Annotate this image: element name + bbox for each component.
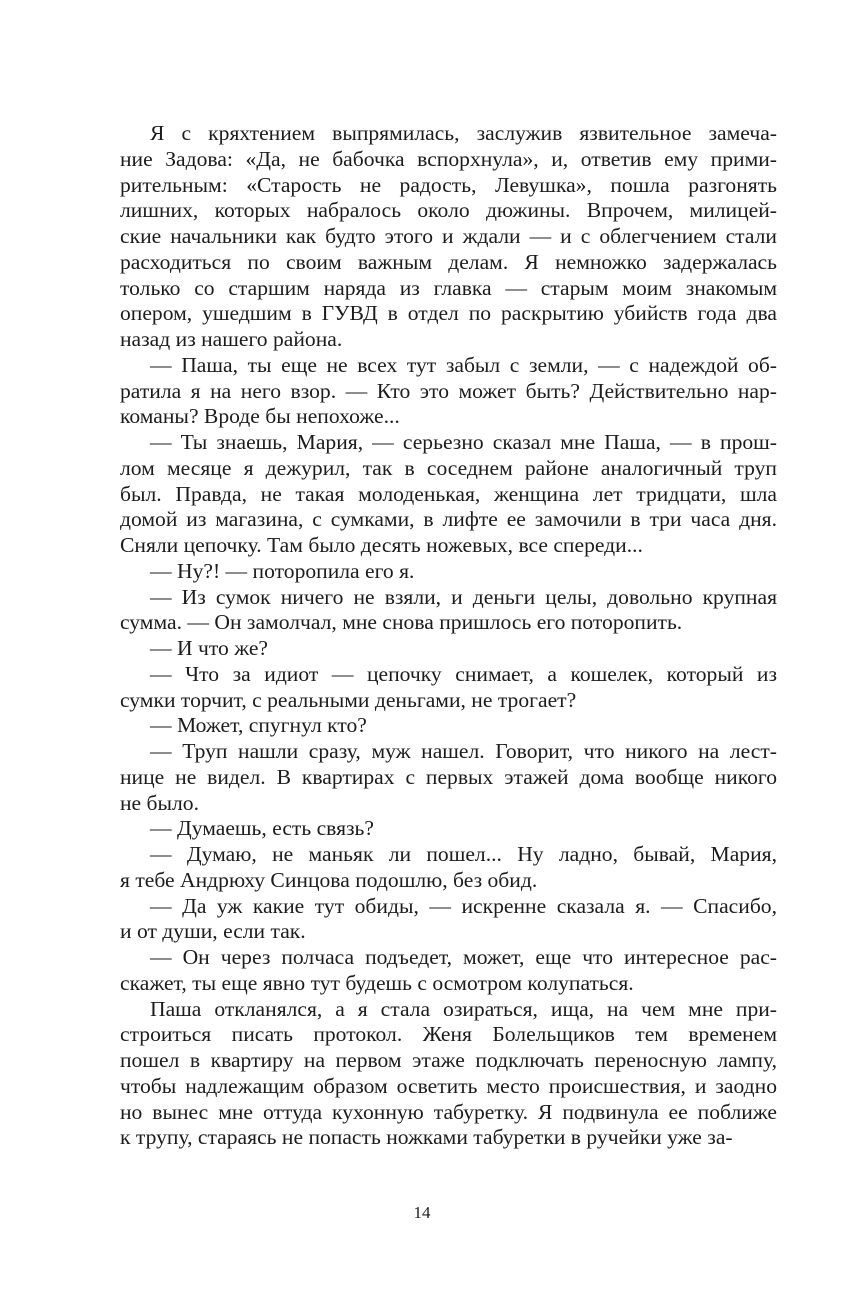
text-line: лом месяце я дежурил, так в соседнем районе аналогичный труп bbox=[120, 455, 777, 480]
text-line: — Труп нашли сразу, муж нашел. Говорит, что никого на лест- bbox=[150, 739, 777, 763]
text-line: Я с кряхтением выпрямилась, заслужив язвительное замеча- bbox=[150, 121, 777, 145]
text-line: чтобы надлежащим образом осветить место происшествия, и заодно bbox=[120, 1073, 777, 1098]
text-line: — Может, спугнул кто? bbox=[150, 713, 367, 738]
text-line: ние Задова: «Да, не бабочка вспорхнула», и, ответив ему прими- bbox=[120, 146, 777, 171]
text-line: но вынес мне оттуда кухонную табуретку. Я подвинула ее поближе bbox=[120, 1099, 777, 1124]
paragraph bbox=[120, 713, 777, 739]
text-line: назад из нашего района. bbox=[120, 327, 343, 351]
paragraph bbox=[120, 894, 777, 946]
paragraph bbox=[120, 842, 777, 894]
text-line: ратила я на него взор. — Кто это может быть? Действительно нар- bbox=[120, 378, 777, 403]
paragraph bbox=[120, 662, 777, 714]
paragraph bbox=[120, 121, 777, 353]
text-line: команы? Вроде бы непохоже... bbox=[120, 404, 400, 429]
text-line: опером, ушедшим в ГУВД в отдел по раскрытию убийств года два bbox=[120, 301, 777, 326]
text-line: — И что же? bbox=[150, 636, 268, 660]
text-line: Сняли цепочку. Там было десять ножевых, все спереди... bbox=[120, 533, 643, 557]
page-number: 14 bbox=[413, 1203, 431, 1222]
text-line: пошел в квартиру на первом этаже подключать переносную лампу, bbox=[120, 1048, 777, 1072]
text-line: — Что за идиот — цепочку снимает, а кошелек, который из bbox=[150, 661, 777, 686]
paragraph bbox=[120, 816, 777, 842]
text-line: строиться писать протокол. Женя Болельщиков тем временем bbox=[120, 1022, 777, 1047]
text-line: и от души, если так. bbox=[120, 919, 306, 944]
text-line: ские начальники как будто этого и ждали — и с облегчением стали bbox=[120, 224, 777, 248]
text-line: к трупу, стараясь не попасть ножками табуретки в ручейки уже за- bbox=[120, 1125, 733, 1150]
text-line: я тебе Андрюху Синцова подошлю, без обид. bbox=[120, 867, 538, 892]
text-line: — Он через полчаса подъедет, может, еще что интересное рас- bbox=[150, 945, 777, 969]
text-line: Паша откланялся, а я стала озираться, ища, на чем мне при- bbox=[150, 996, 777, 1021]
text-line: домой из магазина, с сумками, в лифте ее замочили в три часа дня. bbox=[120, 507, 777, 532]
paragraph bbox=[120, 945, 777, 997]
paragraph bbox=[120, 559, 777, 585]
text-line: рительным: «Старость не радость, Левушка», пошла разгонять bbox=[120, 172, 777, 197]
text-line: — Из сумок ничего не взяли, и деньги целы, довольно крупная bbox=[150, 584, 777, 609]
text-line: — Ну?! — поторопила его я. bbox=[150, 558, 415, 583]
text-line: — Думаю, не маньяк ли пошел... Ну ладно, бывай, Мария, bbox=[150, 842, 777, 866]
paragraph bbox=[120, 997, 777, 1152]
paragraph bbox=[120, 636, 777, 662]
text-line: нице не видел. В квартирах с первых этажей дома вообще никого bbox=[120, 764, 777, 789]
text-line: — Ты знаешь, Мария, — серьезно сказал мне Паша, — в прош- bbox=[150, 430, 777, 454]
text-line: был. Правда, не такая молоденькая, женщина лет тридцати, шла bbox=[120, 481, 777, 506]
text-line: — Паша, ты еще не всех тут забыл с земли, — с надеждой об- bbox=[150, 352, 777, 377]
text-line: только со старшим наряда из главка — старым моим знакомым bbox=[120, 275, 777, 300]
text-line: лишних, которых набралось около дюжины. Впрочем, милицей- bbox=[120, 198, 777, 223]
text-line: расходиться по своим важным делам. Я немножко задержалась bbox=[120, 249, 777, 274]
body-text bbox=[120, 121, 777, 1151]
text-line: скажет, ты еще явно тут будешь с осмотром колупаться. bbox=[120, 970, 634, 995]
text-line: сумки торчит, с реальными деньгами, не трогает? bbox=[120, 687, 577, 712]
paragraph bbox=[120, 739, 777, 816]
paragraph bbox=[120, 353, 777, 430]
text-line: сумма. — Он замолчал, мне снова пришлось его поторопить. bbox=[120, 610, 683, 635]
text-line: — Думаешь, есть связь? bbox=[150, 816, 374, 841]
text-line: не было. bbox=[120, 790, 200, 815]
paragraph bbox=[120, 585, 777, 637]
paragraph bbox=[120, 430, 777, 559]
text-line: — Да уж какие тут обиды, — искренне сказала я. — Спасибо, bbox=[150, 893, 777, 918]
